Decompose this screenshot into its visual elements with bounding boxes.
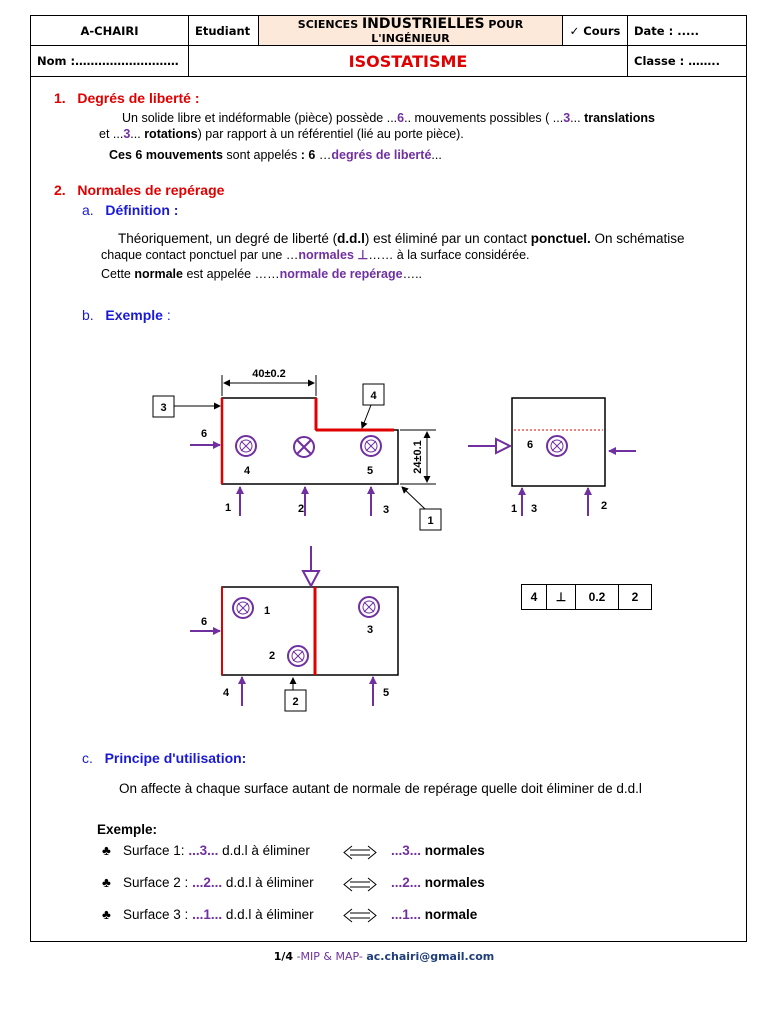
double-arrow-icon bbox=[344, 846, 376, 859]
ponctuel-word: ponctuel. bbox=[530, 231, 591, 246]
club-icon: ♣ bbox=[102, 843, 111, 858]
text: d.d.l à éliminer bbox=[218, 843, 310, 858]
tolerance-ref: 4 bbox=[522, 585, 547, 610]
hatched-contact-symbol bbox=[361, 436, 381, 456]
double-arrow-icon bbox=[344, 909, 376, 922]
subsection-c-heading bbox=[82, 750, 246, 766]
text: ... bbox=[431, 148, 442, 162]
ddl-value: ...2... bbox=[192, 875, 223, 890]
ddl-value: ...3... bbox=[188, 843, 219, 858]
normal-1-label: 1 bbox=[224, 502, 232, 514]
drawing3-arrow-5: 5 bbox=[382, 687, 390, 699]
cross-contact-symbol bbox=[294, 437, 314, 457]
callout-4: 4 bbox=[370, 390, 377, 402]
title: Exemple bbox=[105, 307, 163, 323]
text: normales bbox=[421, 843, 485, 858]
text: ... bbox=[130, 127, 145, 141]
text: ... bbox=[570, 111, 585, 125]
perpendicularity-icon: ⊥ bbox=[547, 585, 576, 610]
value-three: 3 bbox=[123, 127, 131, 141]
symbol-4-label: 4 bbox=[243, 465, 251, 477]
symbol-5-label: 5 bbox=[366, 465, 374, 477]
text: Cette bbox=[101, 267, 135, 281]
text: ) par rapport à un référentiel (lié au porte pièce). bbox=[197, 127, 464, 141]
arrow-head-icon bbox=[303, 571, 319, 586]
drawing2-label-3: 3 bbox=[530, 503, 538, 515]
ddl-term: degrés de liberté bbox=[331, 148, 432, 162]
name-cell: Nom :……………………… bbox=[31, 46, 189, 77]
translations-word: translations bbox=[584, 111, 655, 125]
text: chaque contact ponctuel par une … bbox=[101, 248, 299, 262]
text: et ... bbox=[99, 127, 124, 141]
surface-normals bbox=[391, 907, 477, 922]
surface-label: Surface 3 bbox=[123, 907, 181, 922]
section2-number: 2. bbox=[54, 182, 66, 198]
text: est appelée …… bbox=[183, 267, 280, 281]
title: Principe d'utilisation: bbox=[104, 750, 247, 766]
principle-text: On affecte à chaque surface autant de normale de repérage quelle doit éliminer de d.d.l bbox=[119, 781, 642, 796]
page-number: 1/4 bbox=[273, 950, 294, 963]
text: d.d.l à éliminer bbox=[222, 907, 314, 922]
class-cell: Classe : …….. bbox=[628, 46, 747, 77]
date-cell: Date : ..... bbox=[628, 16, 747, 46]
letter: a. bbox=[82, 202, 94, 218]
hatched-contact-symbol bbox=[236, 436, 256, 456]
text: d.d.l à éliminer bbox=[222, 875, 314, 890]
subject-main: INDUSTRIELLES bbox=[361, 16, 485, 32]
drawing2-label-2: 2 bbox=[600, 500, 608, 512]
text: ….. bbox=[402, 267, 423, 281]
footer-email[interactable]: ac.chairi@gmail.com bbox=[366, 950, 495, 963]
normales-answer: normales ⊥ bbox=[298, 248, 369, 262]
normal-3-label: 3 bbox=[382, 504, 390, 516]
drawing3-arrow-4: 4 bbox=[222, 687, 230, 699]
dim-height-label: 24±0.1 bbox=[412, 440, 424, 474]
surface-row bbox=[102, 875, 314, 890]
callout-1: 1 bbox=[427, 515, 434, 527]
callout-3: 3 bbox=[160, 402, 167, 414]
surface-normals bbox=[391, 875, 485, 890]
student-cell: Etudiant bbox=[189, 16, 259, 46]
section2-title: Normales de repérage bbox=[77, 182, 225, 198]
course-type: Cours bbox=[583, 23, 621, 38]
normal-count: ...1... bbox=[391, 907, 422, 922]
check-mark-icon: ✓ bbox=[569, 23, 580, 38]
text: Théoriquement, un degré de liberté ( bbox=[118, 231, 338, 246]
drawing1-part bbox=[222, 375, 436, 484]
letter: c. bbox=[82, 750, 93, 766]
club-icon: ♣ bbox=[102, 907, 111, 922]
title: Définition : bbox=[105, 202, 179, 218]
subject-suffix: POUR L'INGÉNIEUR bbox=[371, 18, 524, 45]
normal-count: ...3... bbox=[391, 843, 422, 858]
drawing3-sym-1: 1 bbox=[263, 605, 271, 617]
text: : bbox=[180, 843, 189, 858]
arrow-head-icon bbox=[496, 439, 510, 453]
surface-normals bbox=[391, 843, 485, 858]
double-arrow-icon bbox=[344, 878, 376, 891]
page-footer bbox=[0, 950, 768, 963]
text: .. mouvements possibles ( ... bbox=[404, 111, 564, 125]
text: : bbox=[180, 875, 193, 890]
ddl-abbr: d.d.l bbox=[337, 231, 365, 246]
author-cell: A-CHAIRI bbox=[31, 16, 189, 46]
normal-count: ...2... bbox=[391, 875, 422, 890]
text: MIP & MAP- bbox=[300, 950, 367, 963]
colon: : bbox=[162, 307, 171, 323]
hatched-contact-symbol bbox=[359, 597, 379, 617]
surface-label: Surface 2 bbox=[123, 875, 181, 890]
page-title: ISOSTATISME bbox=[189, 46, 628, 77]
drawing3-sym-3: 3 bbox=[366, 624, 374, 636]
tolerance-frame bbox=[521, 584, 652, 610]
surface-label: Surface 1 bbox=[123, 843, 181, 858]
text: On schématise bbox=[590, 231, 685, 246]
drawing3-callout-2: 2 bbox=[292, 696, 299, 708]
text: normale bbox=[421, 907, 478, 922]
dim-width-label: 40±0.2 bbox=[252, 368, 286, 380]
section1-title: Degrés de liberté : bbox=[77, 90, 200, 106]
normal-2-label: 2 bbox=[297, 503, 305, 515]
text: : 6 bbox=[300, 148, 316, 162]
surface-row bbox=[102, 843, 310, 858]
text: … bbox=[315, 148, 332, 162]
ddl-value: ...1... bbox=[192, 907, 223, 922]
rotations-word: rotations bbox=[144, 127, 198, 141]
tolerance-value: 0.2 bbox=[576, 585, 619, 610]
drawing3-sym-2: 2 bbox=[268, 650, 276, 662]
text: normales bbox=[421, 875, 485, 890]
letter: b. bbox=[82, 307, 94, 323]
text: sont appelés bbox=[222, 148, 301, 162]
club-icon: ♣ bbox=[102, 875, 111, 890]
section1-number: 1. bbox=[54, 90, 66, 106]
tolerance-datum: 2 bbox=[619, 585, 652, 610]
hatched-contact-symbol bbox=[288, 646, 308, 666]
value-six: 6 bbox=[397, 111, 405, 125]
example-title: Exemple: bbox=[97, 822, 158, 837]
text: ) est éliminé par un contact bbox=[364, 231, 531, 246]
normale-word: normale bbox=[134, 267, 183, 281]
subject-prefix: SCIENCES bbox=[297, 18, 362, 31]
surface-row bbox=[102, 907, 314, 922]
drawing2-label-6: 6 bbox=[526, 439, 534, 451]
normale-reperage-answer: normale de repérage bbox=[279, 267, 403, 281]
text: Ces 6 mouvements bbox=[109, 148, 223, 162]
value-three: 3 bbox=[563, 111, 571, 125]
text: - bbox=[293, 950, 301, 963]
text: …… à la surface considérée. bbox=[368, 248, 530, 262]
text: : bbox=[180, 907, 193, 922]
hatched-contact-symbol bbox=[233, 598, 253, 618]
text: Un solide libre et indéformable (pièce) possède ... bbox=[122, 111, 398, 125]
drawing3-label-6: 6 bbox=[200, 616, 208, 628]
hatched-contact-symbol bbox=[547, 436, 567, 456]
normal-6-label: 6 bbox=[200, 428, 208, 440]
drawing2-label-1: 1 bbox=[510, 503, 518, 515]
